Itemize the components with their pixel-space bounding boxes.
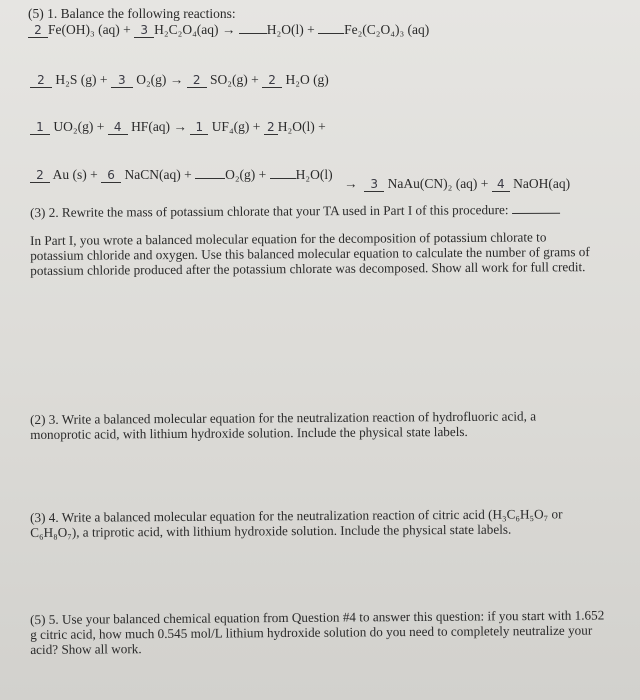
coef-answer: 4 xyxy=(108,120,128,135)
mass-answer-blank xyxy=(512,213,560,214)
coef-answer: 1 xyxy=(30,120,50,135)
species: H₂S (g) + xyxy=(55,72,108,87)
q2-line xyxy=(30,202,560,221)
coef-answer: 2 xyxy=(28,23,48,38)
coef-answer: 3 xyxy=(111,73,133,88)
coef-answer: 3 xyxy=(134,23,154,38)
species: SO₂(g) + xyxy=(210,72,259,87)
coef-answer: 2 xyxy=(187,73,207,88)
species: NaCN(aq) + xyxy=(124,167,192,182)
q2-instructions: In Part I, you wrote a balanced molecular equation for the decomposition of potassium chlorate to potassium chloride and oxygen. Use this balanced molecular equation to calculate the number of grams of potassium chloride produced after the potassium chlorate was decomposed. Show all work for full credit. xyxy=(30,229,590,278)
coef-answer: 4 xyxy=(492,177,510,192)
reaction-4-left xyxy=(30,167,333,183)
coef-answer: 2 xyxy=(30,73,52,88)
species: HF(aq) → xyxy=(131,119,187,134)
q5-prompt: (5) 5. Use your balanced chemical equation from Question #4 to answer this question: if you start with 1.652 g citric acid, how much 0.545 mol/L lithium hydroxide solution do you need to completely neutralize your acid? Show all work. xyxy=(30,607,605,657)
species: H₂O(l) + xyxy=(277,119,326,134)
species: H₂O(l) + xyxy=(266,22,315,37)
coef-answer: 2 xyxy=(264,120,278,135)
species: H₂C₂O₄(aq) → xyxy=(154,22,236,37)
coef-answer: 2 xyxy=(262,73,282,88)
coef-answer: 1 xyxy=(190,120,208,135)
q1-header: (5) 1. Balance the following reactions: xyxy=(28,6,236,21)
coef-blank xyxy=(270,178,296,179)
species: NaOH(aq) xyxy=(513,176,571,191)
species: Fe₂(C₂O₄)₃ (aq) xyxy=(344,22,430,37)
coef-blank xyxy=(318,33,344,34)
species: NaAu(CN)₂ (aq) + xyxy=(387,176,489,191)
species: O₂(g) → xyxy=(136,72,184,87)
coef-blank xyxy=(239,33,267,34)
q4-prompt: (3) 4. Write a balanced molecular equation for the neutralization reaction of citric acid (H₃C₆H₅O₇ or C₆H₈O₇), a triprotic acid, with lithium hydroxide solution. Include the physical state labels. xyxy=(30,506,563,540)
reaction-3 xyxy=(30,119,326,135)
species: H₂O (g) xyxy=(285,72,329,87)
coef-answer: 6 xyxy=(101,168,121,183)
coef-answer: 2 xyxy=(30,168,50,183)
reaction-2 xyxy=(30,72,329,88)
species: Au (s) + xyxy=(52,167,98,182)
species: UO₂(g) + xyxy=(53,119,105,134)
reaction-4-right xyxy=(344,176,570,192)
q2-prompt: (3) 2. Rewrite the mass of potassium chlorate that your TA used in Part I of this procedure: xyxy=(30,202,509,220)
reaction-1 xyxy=(28,22,429,38)
reaction-arrow: → xyxy=(344,176,358,191)
species: Fe(OH)₃ (aq) + xyxy=(48,22,131,37)
coef-blank xyxy=(195,178,225,179)
coef-answer: 3 xyxy=(364,177,384,192)
species: O₂(g) + xyxy=(225,167,267,182)
species: UF₄(g) + xyxy=(211,119,261,134)
species: H₂O(l) xyxy=(295,167,333,182)
q3-prompt: (2) 3. Write a balanced molecular equation for the neutralization reaction of hydrofluoric acid, a monoprotic acid, with lithium hydroxide solution. Include the physical state labels. xyxy=(30,408,537,442)
